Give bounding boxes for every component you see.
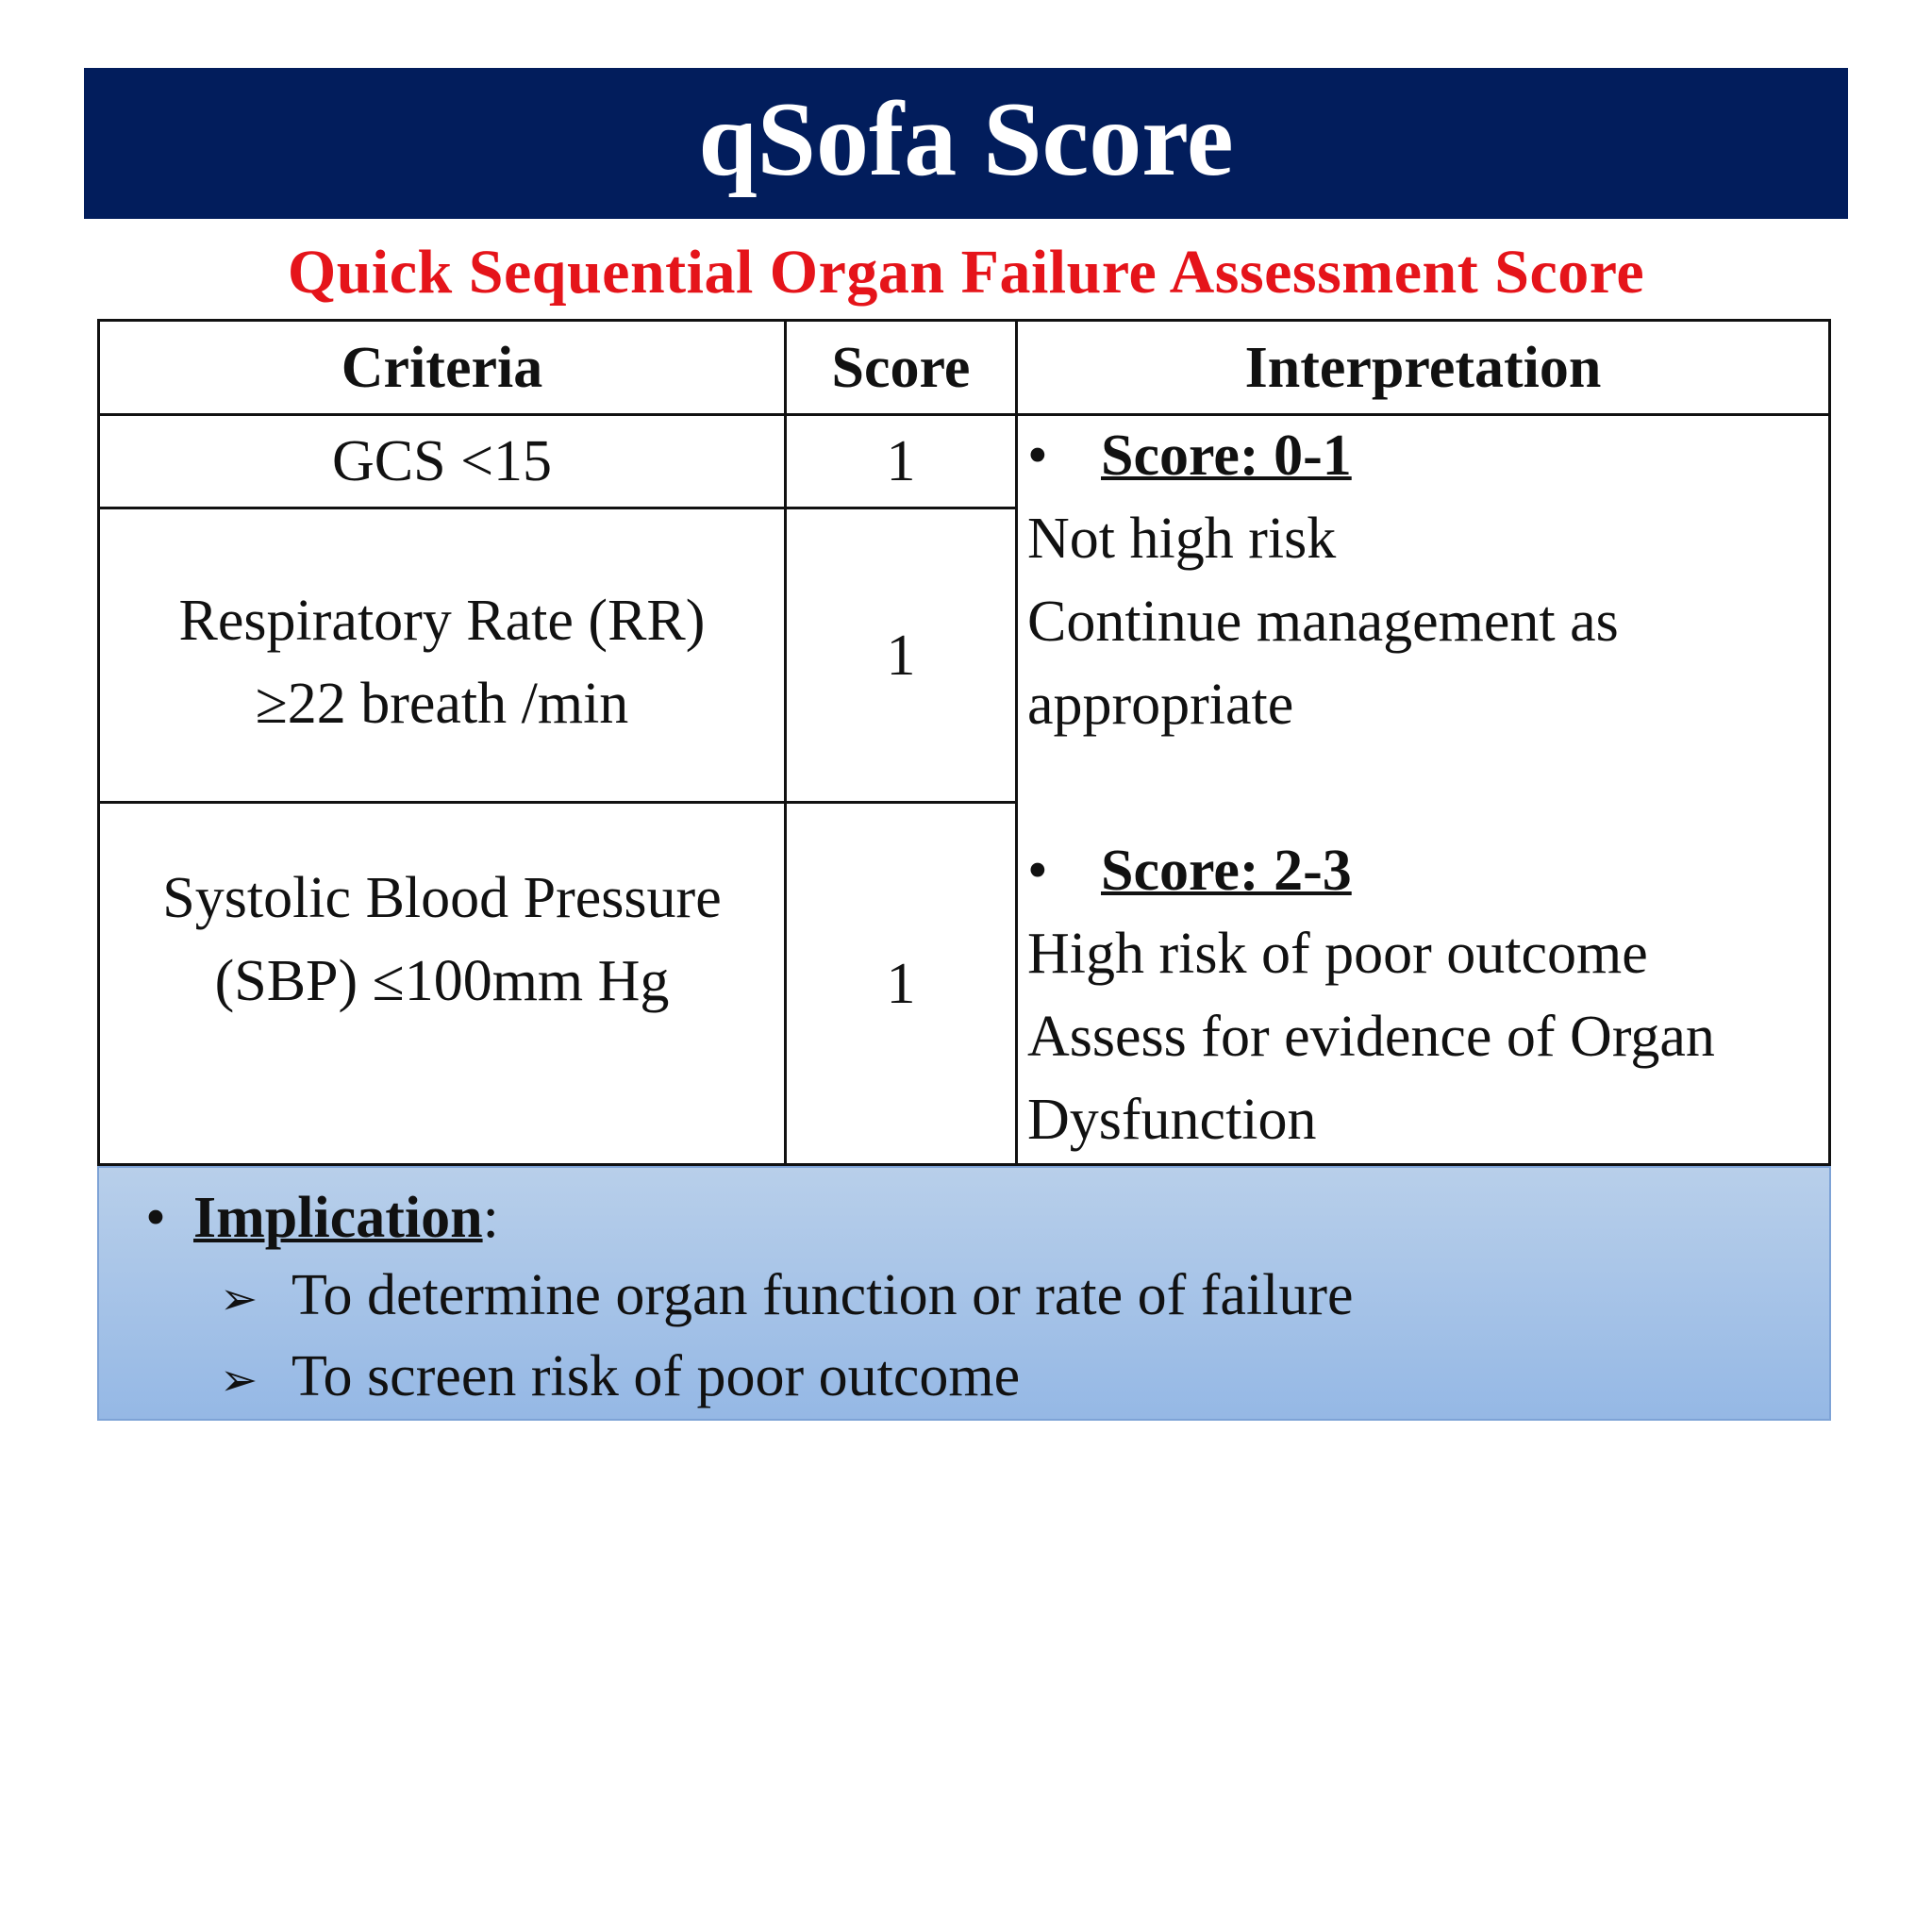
- score-cell-sbp: [787, 804, 1015, 1163]
- implication-item-text: To screen risk of poor outcome: [291, 1344, 1021, 1408]
- header-score: [787, 322, 1015, 413]
- interpretation-line: Dysfunction: [1027, 1088, 1317, 1152]
- implication-colon: :: [482, 1186, 499, 1250]
- criteria-text: Respiratory Rate (RR): [178, 589, 706, 653]
- header-criteria: [100, 322, 784, 413]
- criteria-text: (SBP) ≤100mm Hg: [214, 949, 670, 1013]
- criteria-cell-rr: [100, 509, 784, 801]
- arrow-bullet-icon: ➢: [220, 1273, 258, 1325]
- interpretation-line: Continue management as: [1027, 590, 1619, 654]
- interpretation-cell: [1027, 414, 1820, 1161]
- score-cell-rr: [787, 509, 1015, 801]
- page-subtitle: Quick Sequential Organ Failure Assessment Score: [287, 238, 1645, 307]
- criteria-text: ≥22 breath /min: [255, 672, 629, 736]
- header-score-label: Score: [831, 335, 971, 400]
- criteria-text: GCS <15: [331, 429, 553, 493]
- bullet: •: [1027, 424, 1048, 488]
- bullet: •: [145, 1186, 166, 1250]
- score-cell-gcs: [787, 416, 1015, 507]
- score-range-low: [1027, 414, 1820, 497]
- column-divider-2: [1015, 322, 1018, 1163]
- bullet: •: [1027, 839, 1048, 903]
- interpretation-line: Assess for evidence of Organ: [1027, 1005, 1715, 1069]
- criteria-text: Systolic Blood Pressure: [162, 866, 722, 930]
- qsofa-table: [97, 319, 1831, 1166]
- implication-list: [220, 1257, 1354, 1419]
- implication-label: Implication: [193, 1186, 483, 1250]
- header-interpretation: [1018, 322, 1828, 413]
- list-item: [220, 1257, 1354, 1338]
- score-range-label: Score: 0-1: [1101, 424, 1352, 488]
- score-value: 1: [886, 623, 916, 688]
- interpretation-line: appropriate: [1027, 673, 1294, 737]
- header-criteria-label: Criteria: [341, 335, 543, 400]
- score-value: 1: [886, 429, 916, 493]
- implication-box: [97, 1166, 1831, 1421]
- list-item: [220, 1338, 1354, 1419]
- title-banner: [84, 68, 1848, 219]
- spacer: [1027, 746, 1820, 829]
- arrow-bullet-icon: ➢: [220, 1354, 258, 1407]
- interpretation-line: Not high risk: [1027, 507, 1337, 571]
- implication-item-text: To determine organ function or rate of failure: [291, 1263, 1354, 1327]
- score-range-high: [1027, 829, 1820, 912]
- criteria-cell-sbp: [100, 804, 784, 1163]
- score-range-label: Score: 2-3: [1101, 839, 1352, 903]
- interpretation-line: High risk of poor outcome: [1027, 922, 1648, 986]
- header-interpretation-label: Interpretation: [1244, 335, 1602, 400]
- page-title: qSofa Score: [698, 81, 1234, 198]
- criteria-cell-gcs: [100, 416, 784, 507]
- implication-heading: [118, 1179, 499, 1257]
- score-value: 1: [886, 951, 916, 1016]
